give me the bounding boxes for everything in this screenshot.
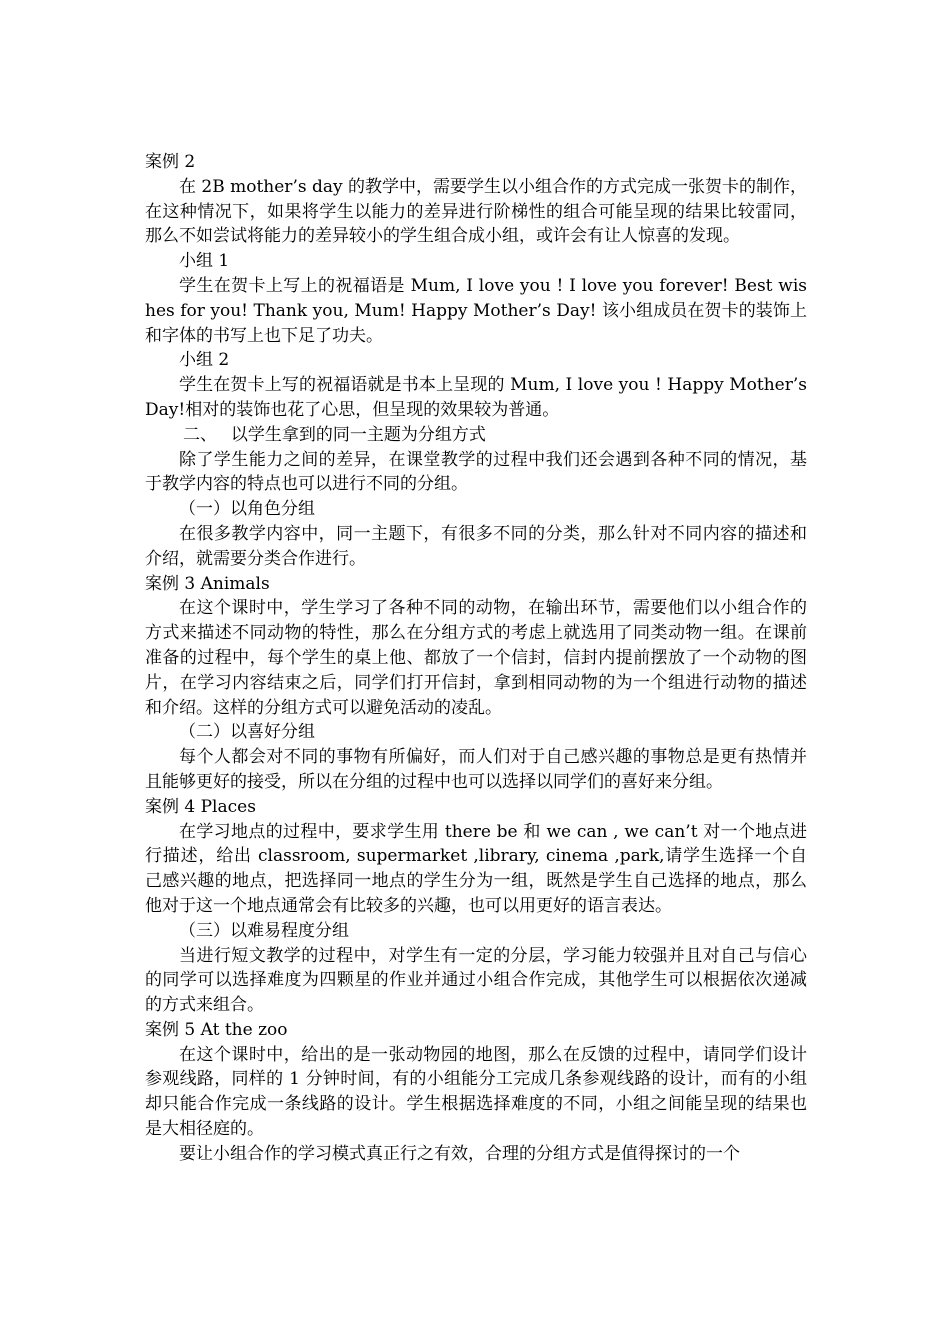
group1-title: 小组 1 <box>179 251 230 272</box>
section2-intro-paragraph: 除了学生能力之间的差异，在课堂教学的过程中我们还会遇到各种不同的情况，基于教学内容的特点也可以进行不同的分组。 <box>145 449 807 495</box>
case4-title: 案例 4 Places <box>145 796 256 817</box>
sub1-heading: （一）以角色分组 <box>179 499 315 520</box>
case4-paragraph: 在学习地点的过程中，要求学生用 there be 和 we can , we can’t 对一个地点进行描述，给出 classroom, supermarket ,library, cinema ,park,请学生选择一个自己感兴趣的地点，把选择同一地点的学生分为一组，既然是学生自己选择的地点，那么他对于这一个地点通常会有比较多的兴趣，也可以用更好的语言表达。 <box>145 821 807 916</box>
group2-title: 小组 2 <box>179 350 230 371</box>
sub1-paragraph: 在很多教学内容中，同一主题下，有很多不同的分类，那么针对不同内容的描述和介绍，就需要分类合作进行。 <box>145 523 807 569</box>
group2-paragraph: 学生在贺卡上写的祝福语就是书本上呈现的 Mum, I love you ! Happy Mother’s Day!相对的装饰也花了心思，但呈现的效果较为普通。 <box>145 375 807 420</box>
closing-paragraph: 要让小组合作的学习模式真正行之有效，合理的分组方式是值得探讨的一个 <box>179 1143 740 1164</box>
document-page <box>145 150 807 1167</box>
case5-title: 案例 5 At the zoo <box>145 1019 288 1040</box>
case3-paragraph: 在这个课时中，学生学习了各种不同的动物，在输出环节，需要他们以小组合作的方式来描述不同动物的特性，那么在分组方式的考虑上就选用了同类动物一组。在课前准备的过程中，每个学生的桌上他、都放了一个信封，信封内提前摆放了一个动物的图片，在学习内容结束之后，同学们打开信封，拿到相同动物的为一个组进行动物的描述和介绍。这样的分组方式可以避免活动的凌乱。 <box>145 598 807 718</box>
case3-title: 案例 3 Animals <box>145 573 270 594</box>
sub3-paragraph: 当进行短文教学的过程中，对学生有一定的分层，学习能力较强并且对自己与信心的同学可以选择难度为四颗星的作业并通过小组合作完成，其他学生可以根据依次递减的方式来组合。 <box>145 945 807 1016</box>
section2-heading: 二、 以学生拿到的同一主题为分组方式 <box>183 424 486 445</box>
sub2-paragraph: 每个人都会对不同的事物有所偏好，而人们对于自己感兴趣的事物总是更有热情并且能够更好的接受，所以在分组的过程中也可以选择以同学们的喜好来分组。 <box>145 747 807 792</box>
case2-title: 案例 2 <box>145 152 196 172</box>
sub3-heading: （三）以难易程度分组 <box>179 920 349 941</box>
case2-intro-paragraph: 在 2B mother’s day 的教学中，需要学生以小组合作的方式完成一张贺卡的制作，在这种情况下，如果将学生以能力的差异进行阶梯性的组合可能呈现的结果比较雷同，那么不如尝试将能力的差异较小的学生组合成小组，或许会有让人惊喜的发现。 <box>145 176 807 247</box>
group1-paragraph: 学生在贺卡上写上的祝福语是 Mum, I love you ! I love you forever! Best wishes for you! Thank you, Mum! Happy Mother’s Day! 该小组成员在贺卡的装饰上和字体的书写上也下足了功夫。 <box>145 275 807 346</box>
case5-paragraph: 在这个课时中，给出的是一张动物园的地图，那么在反馈的过程中，请同学们设计参观线路，同样的 1 分钟时间，有的小组能分工完成几条参观线路的设计，而有的小组却只能合作完成一条线路的设计。学生根据选择难度的不同，小组之间能呈现的结果也是大相径庭的。 <box>145 1044 807 1140</box>
sub2-heading: （二）以喜好分组 <box>179 722 315 743</box>
